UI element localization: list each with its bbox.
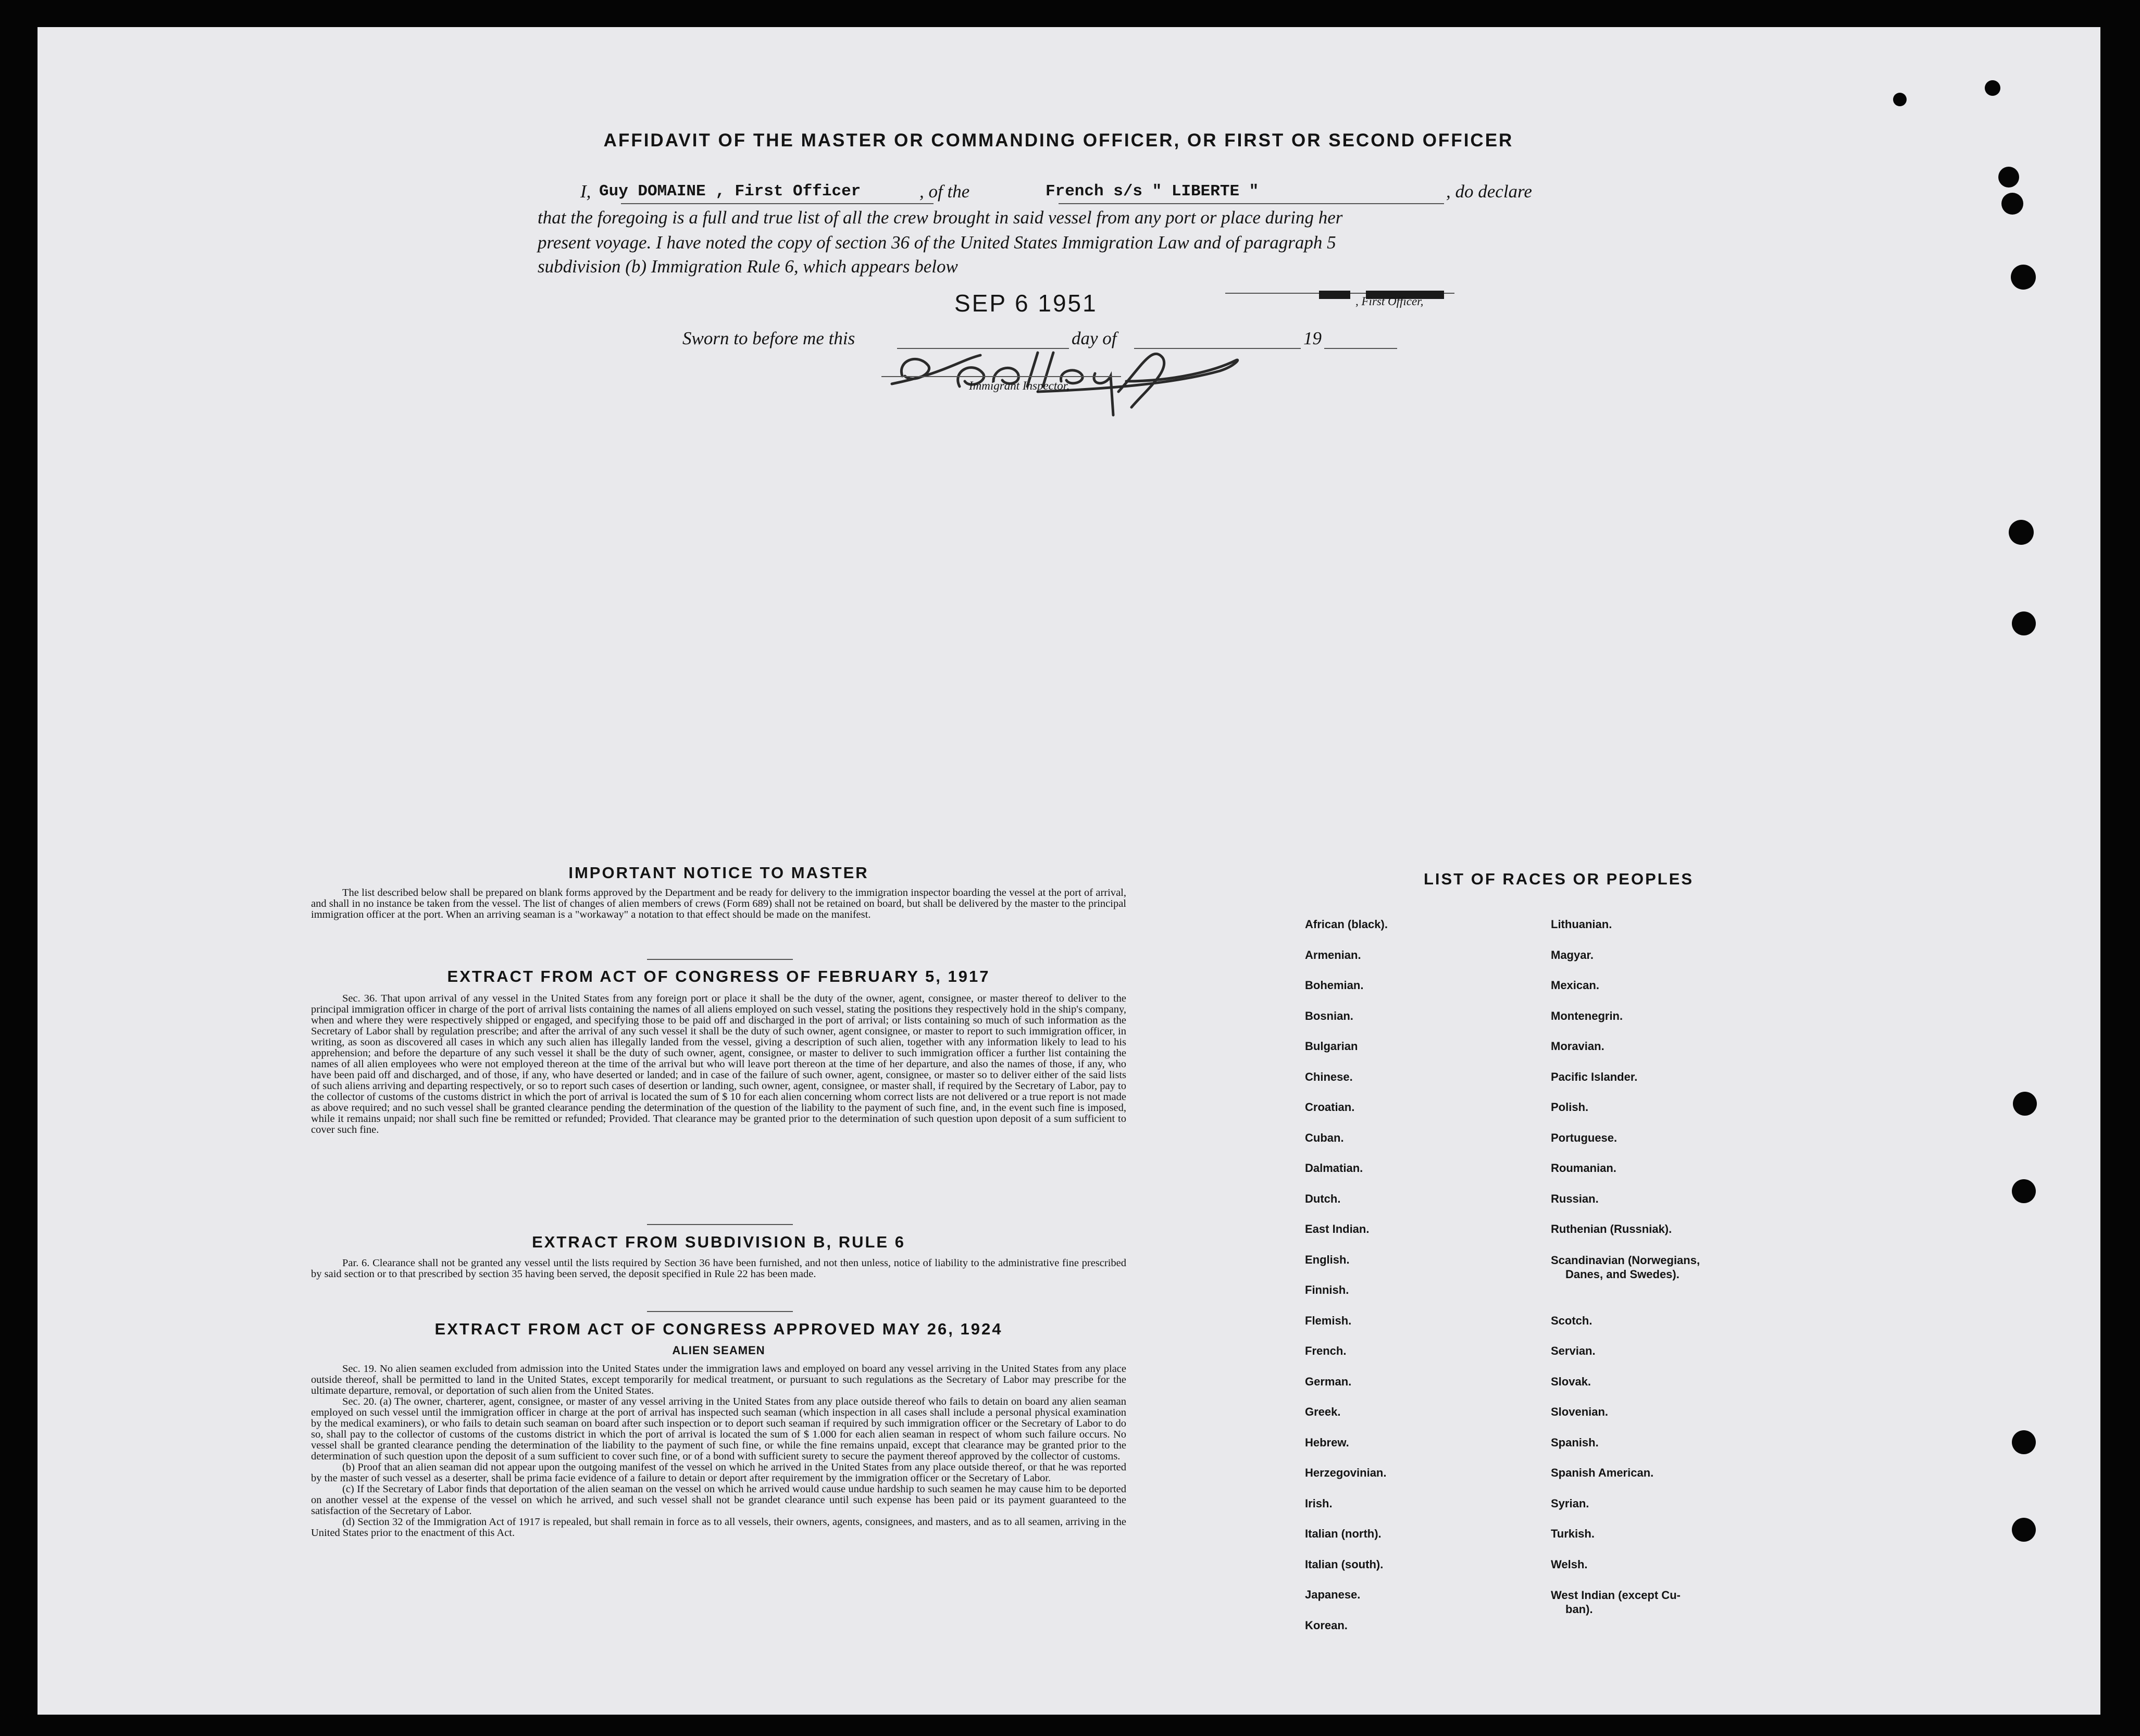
section-20c-paragraph: (c) If the Secretary of Labor finds that deportation of the alien seaman on the vessel on which he arrived would cause undue hardship to such seamen he may cause him to be deported on another vessel at the expense of the vessel on which he arrived, and such vessel shall not be grandet clearance until such expense has been paid or its payment guaranteed to the satisfaction of the Secretary of Labor. — [311, 1483, 1126, 1517]
race-list-item: African (black). — [1305, 918, 1388, 931]
inspector-signature-rule — [881, 376, 1121, 377]
affidavit-i: I, — [580, 181, 591, 202]
race-list-item: Spanish American. — [1551, 1466, 1654, 1479]
officer-name-rule — [621, 203, 934, 204]
race-list-item: Italian (north). — [1305, 1527, 1382, 1540]
races-list-title: LIST OF RACES OR PEOPLES — [1423, 870, 1694, 888]
race-list-item: French. — [1305, 1344, 1347, 1357]
extract-1924-title: EXTRACT FROM ACT OF CONGRESS APPROVED MAY 26, 1924 — [434, 1320, 1003, 1338]
race-list-item: Bohemian. — [1305, 979, 1364, 992]
sworn-text: Sworn to before me this — [682, 328, 855, 348]
race-list-item: Japanese. — [1305, 1588, 1361, 1601]
notice-paragraph: The list described below shall be prepared on blank forms approved by the Department and be ready for delivery to the immigration inspector boarding the vessel at the port of arrival, and shall in no instance be taken from the vessel. The list of changes of alien members of crews (Form 689) shall not be retained on board, but shall be delivered by the master to the principal immigration officer at the port. When an arriving seaman is a "workaway" a notation to that effect should be made on the manifest. — [311, 887, 1126, 920]
rule-6-body — [311, 1258, 1126, 1280]
race-list-item: Portuguese. — [1551, 1131, 1618, 1144]
race-list-item: Bulgarian — [1305, 1040, 1358, 1053]
race-list-item: Welsh. — [1551, 1557, 1588, 1571]
race-list-item: Dutch. — [1305, 1192, 1341, 1205]
notice-body — [311, 888, 1126, 920]
races-right-column — [1551, 918, 1700, 1649]
race-list-item: Magyar. — [1551, 948, 1594, 961]
section-divider — [647, 959, 793, 960]
race-list-item: Irish. — [1305, 1496, 1333, 1510]
race-list-item: Scandinavian (Norwegians, Danes, and Swedes). — [1551, 1253, 1700, 1281]
officer-caption: , First Officer, — [1355, 295, 1424, 308]
document-page — [38, 27, 2100, 1715]
punch-hole — [2012, 1518, 2036, 1542]
race-list-item: Armenian. — [1305, 948, 1361, 961]
punch-hole — [2009, 520, 2034, 545]
vessel-name-field: French s/s " LIBERTE " — [1046, 182, 1259, 201]
race-list-item: Roumanian. — [1551, 1162, 1616, 1175]
notice-title: IMPORTANT NOTICE TO MASTER — [568, 864, 869, 882]
vessel-name-rule — [1059, 203, 1444, 204]
race-list-item: English. — [1305, 1253, 1350, 1266]
race-list-item: Chinese. — [1305, 1070, 1353, 1083]
races-left-column — [1305, 918, 1388, 1649]
punch-hole — [1985, 80, 2000, 96]
punch-hole — [1998, 167, 2019, 188]
punch-hole — [1893, 93, 1907, 106]
punch-hole — [2011, 265, 2036, 290]
year-prefix: 19 — [1303, 328, 1322, 348]
punch-hole — [2001, 193, 2023, 215]
affidavit-of-the: , of the — [919, 181, 970, 202]
race-list-item: Turkish. — [1551, 1527, 1595, 1540]
section-19-paragraph: Sec. 19. No alien seamen excluded from admission into the United States under the immigration laws and employed on board any vessel arriving in the United States from any place outside thereof, shall be permitted to land in the United States, except temporarily for medical treatment, or pursuant to such regulations as the Secretary of Labor may prescribe for the ultimate departure, removal, or deportation of such alien from the United States. — [311, 1363, 1126, 1396]
punch-hole — [2012, 611, 2036, 635]
affidavit-line-2: that the foregoing is a full and true list of all the crew brought in said vessel from any port or place during her — [538, 207, 1343, 228]
punch-hole — [2012, 1430, 2036, 1454]
race-list-item: Scotch. — [1551, 1314, 1592, 1327]
race-list-item: Finnish. — [1305, 1283, 1349, 1296]
section-20d-paragraph: (d) Section 32 of the Immigration Act of 1917 is repealed, but shall remain in force as to all vessels, their owners, agents, consignees, and masters, and as to all seamen, arriving in the United States prior to the enactment of this Act. — [311, 1516, 1126, 1539]
affidavit-line-3: present voyage. I have noted the copy of section 36 of the United States Immigration Law and of paragraph 5 — [538, 232, 1336, 253]
date-stamp: SEP 6 1951 — [954, 290, 1098, 317]
alien-seamen-subtitle: ALIEN SEAMEN — [672, 1344, 765, 1357]
section-divider — [647, 1224, 793, 1225]
race-list-item: West Indian (except Cu- ban). — [1551, 1589, 1681, 1616]
race-list-item: Croatian. — [1305, 1101, 1355, 1114]
race-list-item: Herzegovinian. — [1305, 1466, 1387, 1479]
race-list-item: Korean. — [1305, 1618, 1348, 1632]
redaction-mark — [1319, 291, 1350, 299]
race-list-item: Polish. — [1551, 1101, 1589, 1114]
extract-1917-title: EXTRACT FROM ACT OF CONGRESS OF FEBRUARY 5, 1917 — [447, 967, 990, 985]
section-20a-paragraph: Sec. 20. (a) The owner, charterer, agent, consignee, or master of any vessel arriving in the United States from any place outside thereof who fails to detain on board any alien seaman employed on such vessel until the immigration officer in charge at the port of arrival has inspected such seaman (which inspection in all cases shall include a personal physical examination by the medical examiners), or who fails to detain such seaman on board after such inspection or to deport such seaman if required by such immigration officer or the Secretary of Labor to do so, shall pay to the collector of customs of the customs district in which the port of arrival is located the sum of $ 1.000 for each alien seaman in respect of whom such failure occurs. No vessel shall be granted clearance pending the determination of the liability to the payment of such fine, or while the fine remains unpaid, except that clearance may be granted prior to the determination of such question upon the deposit of a sum sufficient to cover such fine, or of a bond with sufficient surety to secure the payment thereof approved by the collector of customs. — [311, 1396, 1126, 1462]
race-list-item: Slovenian. — [1551, 1405, 1609, 1418]
affidavit-line-4: subdivision (b) Immigration Rule 6, which appears below — [538, 256, 958, 277]
race-list-item: Moravian. — [1551, 1040, 1604, 1053]
punch-hole — [2013, 1092, 2037, 1116]
race-list-item: Servian. — [1551, 1344, 1596, 1357]
race-list-item: Spanish. — [1551, 1435, 1599, 1449]
day-of-text: day of — [1072, 328, 1117, 348]
race-list-item: Ruthenian (Russniak). — [1551, 1222, 1672, 1235]
extract-1924-body — [311, 1364, 1126, 1539]
race-list-item: East Indian. — [1305, 1222, 1370, 1235]
race-list-item: Montenegrin. — [1551, 1009, 1623, 1022]
race-list-item: Cuban. — [1305, 1131, 1344, 1144]
section-divider — [647, 1311, 793, 1312]
race-list-item: Bosnian. — [1305, 1009, 1353, 1022]
affidavit-title: AFFIDAVIT OF THE MASTER OR COMMANDING OFFICER, OR FIRST OR SECOND OFFICER — [603, 130, 1514, 151]
section-36-paragraph: Sec. 36. That upon arrival of any vessel in the United States from any foreign port or place it shall be the duty of the owner, agent, consignee, or master thereof to deliver to the principal immigration officer in charge of the port of arrival lists containing the names of all aliens employed on such vessel, stating the positions they respectively hold in the ship's company, when and where they were respectively shipped or engaged, and specifying those to be paid off and discharged in the port of arrival; or lists containing so much of such information as the Secretary of Labor shall by regulation prescribe; and after the arrival of any such vessel it shall be the duty of such owner, agent consignee, or master to report to such immigration officer, in writing, as soon as discovered all cases in which any such alien has illegally landed from the vessel, giving a description of such alien, together with any information likely to lead to his apprehension; and before the departure of any such vessel it shall be the duty of such owner, agent, consignee, or master to deliver to such immigration officer a further list containing the names of all alien employees who were not employed thereon at the time of the arrival but who will leave port thereon at the time of her departure, and also the names of those, if any, who have been paid off and discharged, and of those, if any, who have deserted or landed; and in case of the failure of such owner, agent, consignee, or master so to deliver either of the said lists of such aliens arriving and departing respectively, or so to report such cases of desertion or landing, such owner, agent, consignee, or master shall, if required by the Secretary of Labor, pay to the collector of customs of the customs district in which the port of arrival is located the sum of $ 10 for each alien concerning whom correct lists are not delivered or a true report is not made as above required; and no such vessel shall be granted clearance pending the determination of the question of the liability to the payment of such fine, and, in the event such fine is imposed, while it remains unpaid; nor shall such fine be remitted or refunded; Provided. That clearance may be granted prior to the determination of such question upon deposit of a sum sufficient to cover such fine. — [311, 993, 1126, 1135]
extract-1917-body — [311, 993, 1126, 1135]
race-list-item: Greek. — [1305, 1405, 1341, 1418]
race-list-item: Slovak. — [1551, 1375, 1591, 1388]
sworn-year-rule — [1324, 348, 1397, 349]
race-list-item: Pacific Islander. — [1551, 1070, 1638, 1083]
affidavit-do-declare: , do declare — [1446, 181, 1532, 202]
section-20b-paragraph: (b) Proof that an alien seaman did not appear upon the outgoing manifest of the vessel on which he arrived in the United States from any place outside thereof, or that he was reported by the master of such vessel as a deserter, shall be prima facie evidence of a failure to detain or deport after requirement by the immigration officer or the Secretary of Labor. — [311, 1462, 1126, 1484]
race-list-item: Italian (south). — [1305, 1557, 1384, 1571]
race-list-item: Mexican. — [1551, 979, 1599, 992]
race-list-item: German. — [1305, 1375, 1352, 1388]
race-list-item: Flemish. — [1305, 1314, 1352, 1327]
race-list-item: Dalmatian. — [1305, 1162, 1363, 1175]
inspector-caption: Immigrant Inspector, — [969, 379, 1069, 392]
race-list-item: Hebrew. — [1305, 1435, 1349, 1449]
race-list-item: Syrian. — [1551, 1496, 1589, 1510]
race-list-item: Lithuanian. — [1551, 918, 1612, 931]
rule-6-paragraph: Par. 6. Clearance shall not be granted any vessel until the lists required by Section 36 have been furnished, and not then unless, notice of liability to the administrative fine prescribed by said section or to that prescribed by section 35 having been served, the deposit specified in Rule 22 has been made. — [311, 1257, 1126, 1280]
rule-6-title: EXTRACT FROM SUBDIVISION B, RULE 6 — [532, 1233, 905, 1251]
officer-name-field: Guy DOMAINE , First Officer — [599, 182, 861, 201]
race-list-item: Russian. — [1551, 1192, 1599, 1205]
punch-hole — [2012, 1179, 2036, 1203]
